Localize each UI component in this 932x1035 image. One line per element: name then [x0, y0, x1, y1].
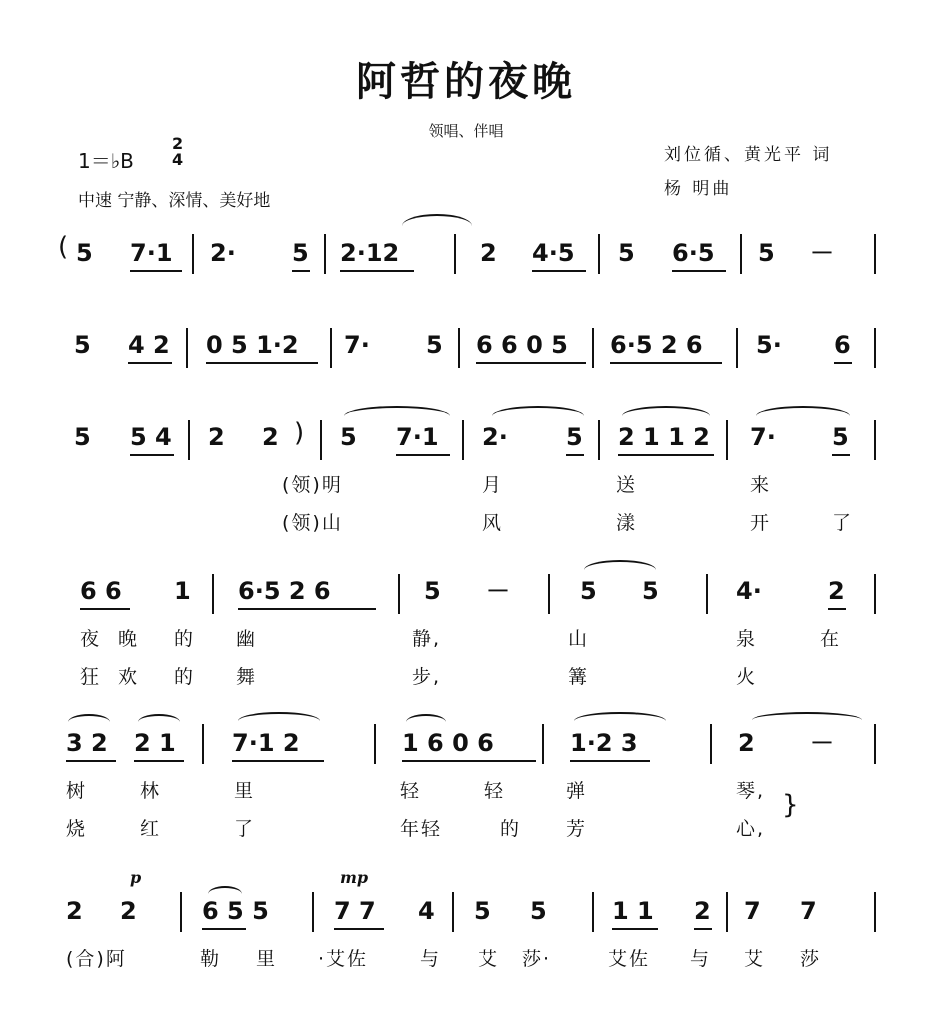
- note: 5: [566, 423, 583, 451]
- slur: [584, 560, 656, 580]
- staff-row-2: [62, 322, 877, 392]
- beam: [834, 362, 852, 364]
- note: 2·12: [340, 239, 400, 267]
- lyric: 的: [174, 628, 196, 650]
- lyric: 步,: [412, 666, 442, 688]
- beam: [238, 608, 376, 610]
- lyric: 与: [420, 948, 442, 970]
- beam: [292, 270, 310, 272]
- lyric: 年轻: [400, 818, 443, 840]
- beam: [672, 270, 726, 272]
- slur: [406, 714, 446, 730]
- beam: [610, 362, 722, 364]
- note: 5·: [756, 331, 782, 359]
- beam: [618, 454, 714, 456]
- beam: [134, 760, 184, 762]
- beam: [128, 362, 172, 364]
- lyric: 狂: [80, 666, 102, 688]
- lyric: (合)阿: [66, 948, 127, 970]
- note: 6 6 0 5: [476, 331, 568, 359]
- time-signature-bottom: 4: [172, 150, 184, 169]
- beam: [130, 270, 182, 272]
- barline: [212, 574, 214, 614]
- note: 4: [418, 897, 435, 925]
- lyric: ·艾佐: [318, 948, 369, 970]
- note: 5: [642, 577, 659, 605]
- slur: [492, 406, 584, 426]
- barline: [726, 892, 728, 932]
- lyric: 静,: [412, 628, 442, 650]
- lyric: 芳: [566, 818, 588, 840]
- beam: [612, 928, 658, 930]
- note: 5: [530, 897, 547, 925]
- note-accent: 5: [618, 239, 635, 267]
- note: 2·: [482, 423, 508, 451]
- note: 1: [174, 577, 191, 605]
- note: 6·5 2 6: [238, 577, 331, 605]
- note: 7: [744, 897, 761, 925]
- dynamic-p: p: [130, 868, 142, 887]
- lyric: 琴,: [736, 780, 766, 802]
- slur: [752, 712, 862, 728]
- note: 7·1: [130, 239, 173, 267]
- barline: [192, 234, 194, 274]
- beam: [566, 454, 584, 456]
- beam: [80, 608, 130, 610]
- lyric: 了: [832, 512, 854, 534]
- note: 2: [828, 577, 845, 605]
- note: 4·: [736, 577, 762, 605]
- lyric: 勒: [200, 948, 222, 970]
- note: 2 1 1 2: [618, 423, 710, 451]
- barline: [458, 328, 460, 368]
- lyric: 与: [690, 948, 712, 970]
- lyric: 艾佐: [608, 948, 651, 970]
- beam: [334, 928, 384, 930]
- slur: [756, 406, 850, 426]
- note: 5: [340, 423, 357, 451]
- staff-row-1: [58, 228, 877, 298]
- note-dash: －: [810, 239, 834, 267]
- barline: [330, 328, 332, 368]
- barline: [736, 328, 738, 368]
- lyric: 送: [616, 474, 638, 496]
- lyric: 夜: [80, 628, 102, 650]
- note: 2: [66, 897, 83, 925]
- note: 5: [580, 577, 597, 605]
- note: 7 7: [334, 897, 376, 925]
- song-subtitle: 领唱、伴唱: [428, 122, 504, 140]
- note: 6 5 5: [202, 897, 269, 925]
- barline: [188, 420, 190, 460]
- lyric: 心,: [736, 818, 766, 840]
- beam: [340, 270, 414, 272]
- barline: [874, 328, 876, 368]
- barline: [324, 234, 326, 274]
- barline: [462, 420, 464, 460]
- lyricist-credit: 刘位循、黄光平 词: [664, 145, 833, 165]
- time-signature-top: 2: [172, 134, 184, 153]
- note: 2·: [210, 239, 236, 267]
- lyric: 火: [736, 666, 758, 688]
- beam: [832, 454, 850, 456]
- barline: [710, 724, 712, 764]
- barline: [374, 724, 376, 764]
- barline: [598, 420, 600, 460]
- barline: [726, 420, 728, 460]
- slur: [138, 714, 180, 730]
- slur: [344, 406, 450, 426]
- note: 2: [694, 897, 711, 925]
- lyric: 弹: [566, 780, 588, 802]
- beam: [206, 362, 318, 364]
- lyric: 开: [750, 512, 772, 534]
- note-dash: －: [486, 577, 510, 605]
- slur: [238, 712, 320, 730]
- lyric: 来: [750, 474, 772, 496]
- song-title: 阿哲的夜晚: [356, 58, 576, 105]
- barline: [706, 574, 708, 614]
- barline: [598, 234, 600, 274]
- barline: [320, 420, 322, 460]
- beam: [202, 928, 246, 930]
- barline: [180, 892, 182, 932]
- lyric: 轻: [400, 780, 422, 802]
- beam: [402, 760, 536, 762]
- note: 2: [208, 423, 225, 451]
- beam: [130, 454, 174, 456]
- lyric: (领)明: [282, 474, 343, 496]
- note: 5: [832, 423, 849, 451]
- slur: [208, 886, 242, 902]
- lyric: 山: [568, 628, 590, 650]
- note: 4 2: [128, 331, 170, 359]
- note: 6 6: [80, 577, 122, 605]
- note: 5: [74, 423, 91, 451]
- beam: [570, 760, 650, 762]
- note: 6·5: [672, 239, 715, 267]
- note: 5: [426, 331, 443, 359]
- tempo-marking: 中速 宁静、深情、美好地: [78, 191, 271, 211]
- beam: [828, 608, 846, 610]
- lyric: 月: [482, 474, 504, 496]
- key-signature: 1＝♭B: [78, 149, 134, 173]
- beam: [66, 760, 116, 762]
- barline: [592, 892, 594, 932]
- note: 6·5 2 6: [610, 331, 703, 359]
- note: 6: [834, 331, 851, 359]
- barline: [398, 574, 400, 614]
- lyric: 的: [174, 666, 196, 688]
- barline: [542, 724, 544, 764]
- barline: [874, 420, 876, 460]
- lyric: 欢: [118, 666, 140, 688]
- beam: [476, 362, 586, 364]
- note: 2: [120, 897, 137, 925]
- time-signature: [172, 136, 183, 168]
- note: 5: [292, 239, 309, 267]
- note: 5: [758, 239, 775, 267]
- barline: [874, 234, 876, 274]
- lyric: 莎: [800, 948, 822, 970]
- composer-credit: 杨 明曲: [664, 179, 733, 199]
- lyric: 林: [140, 780, 162, 802]
- note: 2: [480, 239, 497, 267]
- lyric: 里: [234, 780, 256, 802]
- lyric: 艾: [744, 948, 766, 970]
- note: 7·: [344, 331, 370, 359]
- note: 1 6 0 6: [402, 729, 494, 757]
- lyric: 篝: [568, 666, 590, 688]
- lyric: 树: [66, 780, 88, 802]
- lyric: 的: [500, 818, 522, 840]
- barline: [874, 892, 876, 932]
- beam: [232, 760, 324, 762]
- lyric: (领)山: [282, 512, 343, 534]
- note: 3 2: [66, 729, 108, 757]
- lyric: 莎·: [522, 948, 552, 970]
- note: 5: [74, 331, 91, 359]
- lyric: 轻: [484, 780, 506, 802]
- lyric: 在: [820, 628, 842, 650]
- lyric: 艾: [478, 948, 500, 970]
- note-dash: －: [810, 729, 834, 757]
- barline: [452, 892, 454, 932]
- note: 7·1 2: [232, 729, 300, 757]
- lyric: 泉: [736, 628, 758, 650]
- note: 2 1: [134, 729, 176, 757]
- slur: [622, 406, 710, 426]
- dynamic-mp: mp: [340, 868, 369, 887]
- lyric: 漾: [616, 512, 638, 534]
- note: 7: [800, 897, 817, 925]
- note: 5 4: [130, 423, 172, 451]
- barline: [186, 328, 188, 368]
- lyric: 烧: [66, 818, 88, 840]
- note: 5: [424, 577, 441, 605]
- barline: [454, 234, 456, 274]
- note: 5: [76, 239, 93, 267]
- note: 2: [738, 729, 755, 757]
- lyric: 红: [140, 818, 162, 840]
- lyric: 里: [256, 948, 278, 970]
- beam: [396, 454, 450, 456]
- note: 2: [262, 423, 279, 451]
- verse-brace: }: [782, 790, 799, 820]
- note: 4·5: [532, 239, 575, 267]
- slur: [402, 214, 472, 238]
- barline: [740, 234, 742, 274]
- lyric: 了: [234, 818, 256, 840]
- note: 0 5 1·2: [206, 331, 299, 359]
- barline: [592, 328, 594, 368]
- slur: [68, 714, 110, 730]
- note: 7·1: [396, 423, 439, 451]
- lyric: 晚: [118, 628, 140, 650]
- note: 1 1: [612, 897, 654, 925]
- lyric: 幽: [236, 628, 258, 650]
- lyric: 风: [482, 512, 504, 534]
- barline: [874, 574, 876, 614]
- note: 5: [474, 897, 491, 925]
- closing-paren: ): [294, 418, 305, 448]
- note: 7·: [750, 423, 776, 451]
- barline: [548, 574, 550, 614]
- lyric: 舞: [236, 666, 258, 688]
- barline: [874, 724, 876, 764]
- barline: [202, 724, 204, 764]
- barline: [312, 892, 314, 932]
- slur: [574, 712, 666, 730]
- beam: [532, 270, 586, 272]
- beam: [694, 928, 712, 930]
- opening-paren: (: [58, 232, 69, 262]
- note: 1·2 3: [570, 729, 638, 757]
